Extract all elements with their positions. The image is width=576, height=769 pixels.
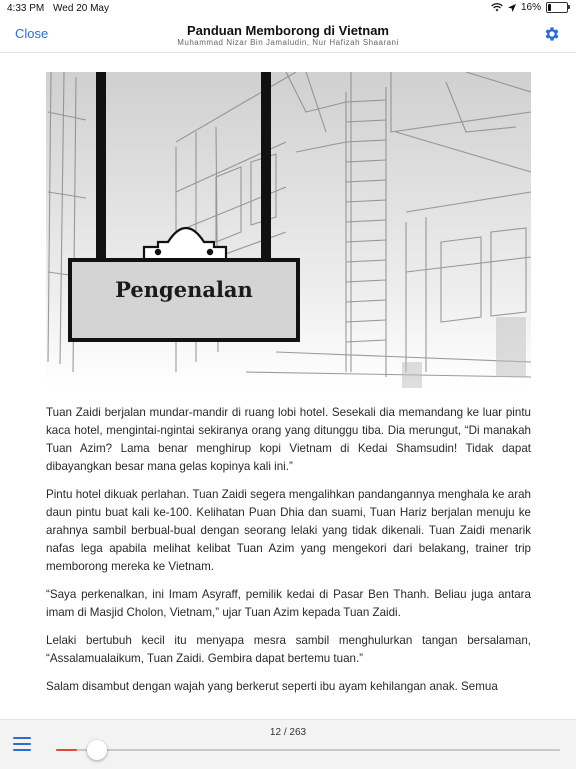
title-block (0, 24, 576, 47)
battery-percent: 16% (520, 2, 541, 13)
status-bar (0, 0, 576, 18)
status-date: Wed 20 May (53, 3, 109, 14)
status-left (7, 3, 115, 14)
paragraph: Tuan Zaidi berjalan mundar-mandir di ruang lobi hotel. Sesekali dia memandang ke luar pintu kaca hotel, mengintai-ngintai sekiranya orang yang ditunggu tiba. Dia merungut, “Di manakah Tuan Azim? Lama benar menghirup kopi Vietnam di Kedai Shamsudin! Tidak dapat dibayangkan besar mana gelas kopinya kali ini.” (46, 406, 531, 473)
page-slider-thumb[interactable] (87, 740, 107, 760)
paragraph: Lelaki bertubuh kecil itu menyapa mesra sambil menghulurkan tangan bersalaman, “Assalamualaikum, Tuan Zaidi. Gembira dapat bertemu tuan.” (46, 634, 531, 665)
page-slider[interactable] (56, 749, 560, 751)
close-button[interactable]: Close (15, 26, 49, 41)
paragraph: “Saya perkenalkan, ini Imam Asyraff, pemilik kedai di Pasar Ben Thanh. Beliau juga antara imam di Masjid Cholon, Vietnam,” ujar Tuan Azim kepada Tuan Zaidi. (46, 588, 531, 619)
page-slider-progress (56, 749, 77, 751)
sign-post-left (96, 72, 106, 260)
sign-post-right (261, 72, 271, 260)
chapter-sign-text: Pengenalan (115, 277, 253, 302)
wifi-icon (491, 3, 503, 12)
status-time: 4:33 PM (7, 3, 45, 14)
status-right (491, 2, 568, 13)
menu-icon[interactable] (13, 737, 31, 751)
paragraph: Pintu hotel dikuak perlahan. Tuan Zaidi segera mengalihkan pandangannya menghala ke arah daun pintu buat kali ke-100. Kelihatan Puan Dhia dan suami, Tuan Hariz berjalan menuju ke arahnya sambil berbual-bual dengan seorang lelaki yang tidak dikenali. Tuan Zaidi menarik nafas lega apabila melihat kelibat Tuan Azim yang mengekori dari belakang, trainer trip memborong mereka ke Vietnam. (46, 488, 531, 573)
paragraph: Salam disambut dengan wajah yang berkerut seperti ibu ayam kehilangan anak. Semua (46, 680, 498, 693)
book-authors: Muhammad Nizar Bin Jamaludin, Nur Hafizah Shaarani (177, 38, 399, 47)
bottom-bar (0, 719, 576, 769)
chapter-text (46, 404, 531, 706)
chapter-illustration (46, 72, 531, 388)
nav-bar (0, 18, 576, 53)
page-indicator: 12 / 263 (269, 727, 307, 738)
gear-icon[interactable] (543, 25, 561, 43)
book-title: Panduan Memborong di Vietnam (186, 23, 389, 38)
location-arrow-icon (508, 4, 516, 12)
battery-icon (546, 2, 568, 13)
